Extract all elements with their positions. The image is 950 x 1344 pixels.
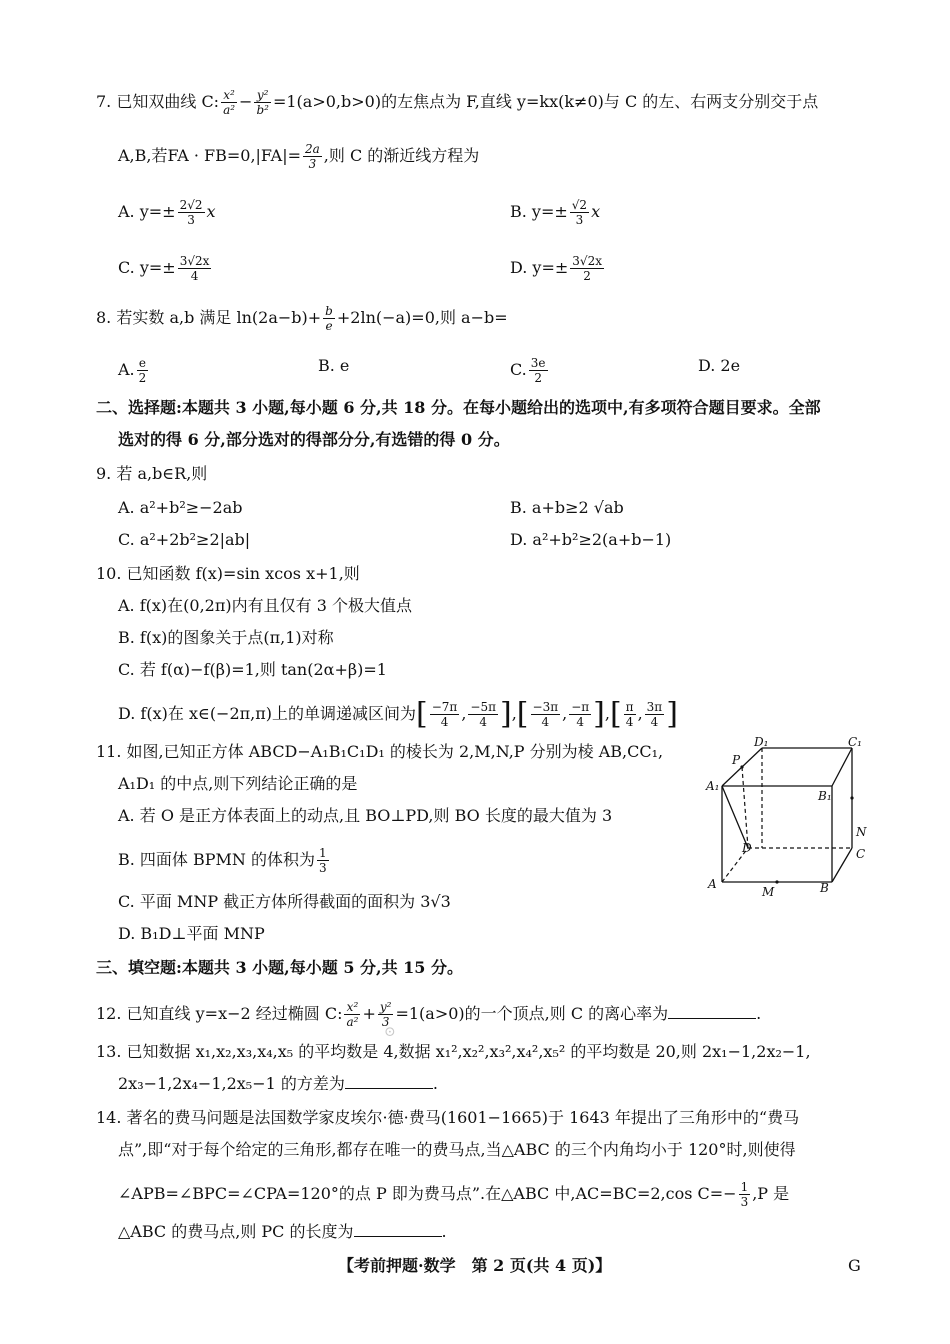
point-m xyxy=(775,880,778,883)
q7-a-frac: $\frac{2√2}{3}$ xyxy=(179,198,203,227)
paper-code: G xyxy=(848,1256,861,1275)
q13-tail: . xyxy=(432,1074,438,1093)
q14-line4-text: △ABC 的费马点,则 PC 的长度为 xyxy=(118,1222,354,1241)
watermark: ⊙ xyxy=(384,1024,396,1040)
label-a1: A₁ xyxy=(706,779,720,793)
label-b: B xyxy=(820,881,829,895)
page-footer: 【考前押题·数学 第 2 页(共 4 页)】 xyxy=(338,1256,612,1275)
q10-i3b: $\frac{3\pi}{4}$ xyxy=(646,700,663,729)
q7-c-frac: $\frac{3√2x}{4}$ xyxy=(179,254,210,283)
q11-option-d: D. B₁D⊥平面 MNP xyxy=(118,924,265,943)
q8-option-a xyxy=(118,356,150,385)
q11-stem-line2: A₁D₁ 的中点,则下列结论正确的是 xyxy=(118,774,358,793)
label-p: P xyxy=(732,753,741,767)
q8-stem-b: +2ln(−a)=0,则 a−b= xyxy=(336,308,508,327)
q10-i3a: $\frac{\pi}{4}$ xyxy=(625,700,634,729)
label-c1: C₁ xyxy=(848,736,862,749)
q14-answer-blank[interactable] xyxy=(354,1222,442,1237)
label-c: C xyxy=(856,847,866,861)
q11-b-frac: $\frac{1}{3}$ xyxy=(319,846,327,875)
label-a: A xyxy=(708,877,717,891)
q7-d-frac: $\frac{3√2x}{2}$ xyxy=(572,254,602,283)
q14-stem-line1: 14. 著名的费马问题是法国数学家皮埃尔·德·费马(1601−1665)于 1643 年提出了三角形中的“费马 xyxy=(96,1108,800,1127)
label-d: D xyxy=(742,841,752,855)
q10-option-b: B. f(x)的图象关于点(π,1)对称 xyxy=(118,628,334,647)
label-d1: D₁ xyxy=(754,736,769,749)
q13-stem-line2 xyxy=(118,1074,438,1094)
section2-heading-line2: 选对的得 6 分,部分选对的得部分分,有选错的得 0 分。 xyxy=(118,430,510,449)
q10-i2a: $\frac{-3\pi}{4}$ xyxy=(532,700,559,729)
q10-option-d: D. f(x)在 x∈(−2π,π)上的单调递减区间为[ $\frac{-7\pi}{4}$ , $\frac{-5\pi}{4}$ ],[ $\frac{-3\pi}{4}$ , $\frac{-\pi}{4}$ ],[ $\frac{\pi}{4}$ , $\frac{3\pi}{4}$ ] xyxy=(118,696,678,732)
q10-i1b: $\frac{-5\pi}{4}$ xyxy=(470,700,496,729)
q7-stem-line2 xyxy=(118,142,479,171)
q7-stem-line1: 7. 已知双曲线 C: $\frac{\text{x²}}{\text{a²}}$ − $\frac{\text{y²}}{\text{b²}}$ =1(a>0,b>0)的左焦点为 F,直线 y=kx(k≠0)与 C 的左、右两支分别交于点 xyxy=(96,88,819,117)
q7-b-pre: B. y=± xyxy=(510,202,568,221)
q14-stem-line2: 点”,即“对于每个给定的三角形,都存在唯一的费马点,当△ABC 的三个内角均小于 120°时,则使得 xyxy=(118,1140,796,1159)
q12-stem-b: =1(a>0)的一个顶点,则 C 的离心率为 xyxy=(395,1004,669,1023)
q14-stem-line4 xyxy=(118,1222,447,1242)
section3-heading: 三、填空题:本题共 3 小题,每小题 5 分,共 15 分。 xyxy=(96,958,464,977)
q7-a-pre: A. y=± xyxy=(118,202,176,221)
q9-option-b: B. a+b≥2 √ab xyxy=(510,498,624,517)
frac-b-e: $\frac{b}{e}$ xyxy=(325,304,333,333)
point-n xyxy=(850,796,853,799)
q11-option-a: A. 若 O 是正方体表面上的动点,且 BO⊥PD,则 BO 长度的最大值为 3 xyxy=(118,806,613,825)
q7-b-post: x xyxy=(591,202,601,221)
q13-answer-blank[interactable] xyxy=(345,1074,433,1089)
label-n: N xyxy=(856,825,867,839)
q12-stem: 12. 已知直线 y=x−2 经过椭圆 C: $\frac{\text{x²}}{\text{a²}}$ + $\frac{\text{y²}}{3}$ =1(a>0)的一个顶点,则 C 的离心率为 . xyxy=(96,1000,762,1029)
q12-answer-blank[interactable] xyxy=(668,1004,756,1019)
q8-a-frac: $\frac{e}{2}$ xyxy=(138,356,147,385)
q13-line2-text: 2x₃−1,2x₄−1,2x₅−1 的方差为 xyxy=(118,1074,345,1093)
q8-option-c xyxy=(510,356,550,385)
q8-option-b: B. e xyxy=(318,356,350,375)
q14-frac: $\frac{1}{3}$ xyxy=(740,1180,749,1209)
q14-stem-line3 xyxy=(118,1180,789,1209)
q8-c-pre: C. xyxy=(510,360,527,379)
q11-option-c: C. 平面 MNP 截正方体所得截面的面积为 3√3 xyxy=(118,892,451,911)
q10-i2b: $\frac{-\pi}{4}$ xyxy=(571,700,590,729)
q10-d-pre: D. f(x)在 x∈(−2π,π)上的单调递减区间为 xyxy=(118,704,417,723)
q7-b-frac: $\frac{√2}{3}$ xyxy=(571,198,588,227)
q7-text-a: 7. 已知双曲线 C: xyxy=(96,92,220,111)
q7-option-a xyxy=(118,198,216,227)
q7-option-c xyxy=(118,254,213,283)
point-p xyxy=(740,765,743,768)
q11-stem-line1: 11. 如图,已知正方体 ABCD−A₁B₁C₁D₁ 的棱长为 2,M,N,P 分别为棱 AB,CC₁, xyxy=(96,742,664,761)
q7-text-b: =1(a>0,b>0)的左焦点为 F,直线 y=kx(k≠0)与 C 的左、右两支分别交于点 xyxy=(272,92,819,111)
q9-stem: 9. 若 a,b∈R,则 xyxy=(96,464,208,483)
q8-c-frac: $\frac{3e}{2}$ xyxy=(530,356,546,385)
q12-tail: . xyxy=(756,1004,762,1023)
q11-option-b xyxy=(118,846,331,875)
edge-b1-c1 xyxy=(832,748,852,786)
q13-stem-line1: 13. 已知数据 x₁,x₂,x₃,x₄,x₅ 的平均数是 4,数据 x₁²,x₂²,x₃²,x₄²,x₅² 的平均数是 20,则 2x₁−1,2x₂−1, xyxy=(96,1042,811,1061)
frac-x2-a2-b: $\frac{\text{x²}}{\text{a²}}$ xyxy=(346,1000,359,1029)
q8-stem-a: 8. 若实数 a,b 满足 ln(2a−b)+ xyxy=(96,308,322,327)
q7-option-d xyxy=(510,254,606,283)
q14-line3-a: ∠APB=∠BPC=∠CPA=120°的点 P 即为费马点”.在△ABC 中,AC=BC=2,cos C=− xyxy=(118,1184,737,1203)
q14-line3-b: ,P 是 xyxy=(752,1184,790,1203)
q10-stem: 10. 已知函数 f(x)=sin xcos x+1,则 xyxy=(96,564,360,583)
q7-text-d: ,则 C 的渐近线方程为 xyxy=(323,146,480,165)
q7-c-pre: C. y=± xyxy=(118,258,176,277)
label-m: M xyxy=(762,885,775,899)
q10-i1a: $\frac{-7\pi}{4}$ xyxy=(431,700,458,729)
q10-option-c: C. 若 f(α)−f(β)=1,则 tan(2α+β)=1 xyxy=(118,660,387,679)
edge-b-c xyxy=(832,848,852,882)
cube-figure xyxy=(700,736,880,906)
q7-option-b xyxy=(510,198,600,227)
section2-heading-line1: 二、选择题:本题共 3 小题,每小题 6 分,共 18 分。在每小题给出的选项中,有多项符合题目要求。全部 xyxy=(96,398,821,417)
q12-stem-a: 12. 已知直线 y=x−2 经过椭圆 C: xyxy=(96,1004,343,1023)
frac-y2-b2: $\frac{\text{y²}}{\text{b²}}$ xyxy=(256,88,269,117)
q9-option-d: D. a²+b²≥2(a+b−1) xyxy=(510,530,672,549)
q14-tail: . xyxy=(441,1222,447,1241)
q9-option-c: C. a²+2b²≥2|ab| xyxy=(118,530,251,549)
frac-x2-a2: $\frac{\text{x²}}{\text{a²}}$ xyxy=(223,88,236,117)
q7-text-c: A,B,若FA · FB=0,|FA|= xyxy=(118,146,301,165)
q8-stem xyxy=(96,304,508,333)
q7-a-post: x xyxy=(206,202,216,221)
q7-d-pre: D. y=± xyxy=(510,258,569,277)
q11-b-pre: B. 四面体 BPMN 的体积为 xyxy=(118,850,316,869)
frac-y2-3: $\frac{\text{y²}}{3}$ xyxy=(379,1000,392,1029)
q9-option-a: A. a²+b²≥−2ab xyxy=(118,498,243,517)
q10-option-a: A. f(x)在(0,2π)内有且仅有 3 个极大值点 xyxy=(118,596,412,615)
label-b1: B₁ xyxy=(818,789,832,803)
q8-a-pre: A. xyxy=(118,360,135,379)
frac-2a-3: $\frac{2a}{3}$ xyxy=(305,142,320,171)
q8-option-d: D. 2e xyxy=(698,356,741,375)
